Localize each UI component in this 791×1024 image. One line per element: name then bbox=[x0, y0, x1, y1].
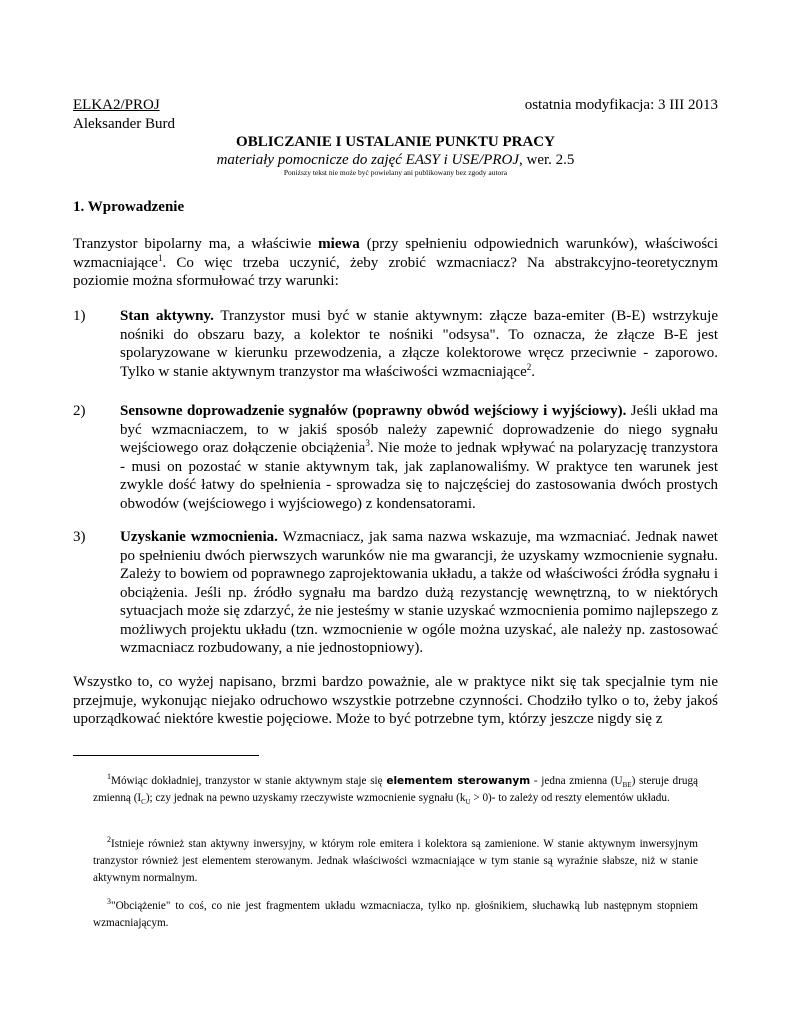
subtitle-version: , wer. 2.5 bbox=[519, 152, 575, 168]
subtitle bbox=[73, 150, 718, 170]
footnote-2: $^2$Istnieje również stan aktywny inwersyjny, w którym role emitera i kolektora są zamienione. W stanie aktywnym inwersyjnym tranzystor również jest elementem sterowanym. Jednak właściwości wzmacniające w tym stanie są wyraźnie słabsze, niż w stanie aktywnym normalnym. bbox=[93, 835, 698, 884]
section-title: 1. Wprowadzenie bbox=[73, 199, 185, 215]
intro-paragraph: Tranzystor bipolarny ma, a właściwie miewa (przy spełnieniu odpowiednich warunków), właściwości wzmacniające$^1$. Co więc trzeba uczynić, żeby zrobić wzmacniacz? Na abstrakcyjno-teoretycznym poziomie można sformułować trzy warunki: bbox=[73, 236, 718, 289]
footnote-divider bbox=[73, 755, 259, 756]
copyright-notice: Poniższy tekst nie może być powielany ani publikowany bez zgody autora bbox=[283, 168, 508, 177]
last-modified: ostatnia modyfikacja: 3 III 2013 bbox=[524, 97, 718, 113]
course-code: ELKA2/PROJ bbox=[73, 97, 160, 113]
final-paragraph: Wszystko to, co wyżej napisano, brzmi bardzo poważnie, ale w praktyce nikt się tak specjalnie tym nie przejmuje, wykonując niejako odruchowo wszystkie potrzebne czynności. Chodziło tylko o to, żeby jakoś uporządkować niektóre kwestie pojęciowe. Może to być potrzebne tym, którzy jeszcze nigdy się z bbox=[73, 674, 718, 727]
footnote-ref[interactable]: 1 bbox=[157, 252, 163, 263]
page-title: OBLICZANIE I USTALANIE PUNKTU PRACY bbox=[236, 134, 555, 150]
author: Aleksander Burd bbox=[73, 116, 176, 132]
subtitle-italic: materiały pomocnicze do zajęć EASY i USE/PROJ bbox=[216, 152, 519, 168]
footnote-3: $^3$"Obciążenie" to coś, co nie jest fragmentem układu wzmacniacza, tylko np. głośnikiem, słuchawką lub następnym stopniem wzmacniającym. bbox=[93, 897, 698, 929]
footnote-ref[interactable]: 3 bbox=[365, 438, 370, 448]
footnote-1: $^1$Mówiąc dokładniej, tranzystor w stanie aktywnym staje się elementem sterowanym - jedna zmienna $(U_{BE})$ steruje drugą zmienną $(I_C)$; czy jednak na pewno uzyskamy rzeczywiste wzmocnienie sygnału $(k_U > 0)-$ to zależy od reszty elementów układu. bbox=[93, 772, 699, 807]
footnote-ref[interactable]: 2 bbox=[526, 361, 532, 372]
